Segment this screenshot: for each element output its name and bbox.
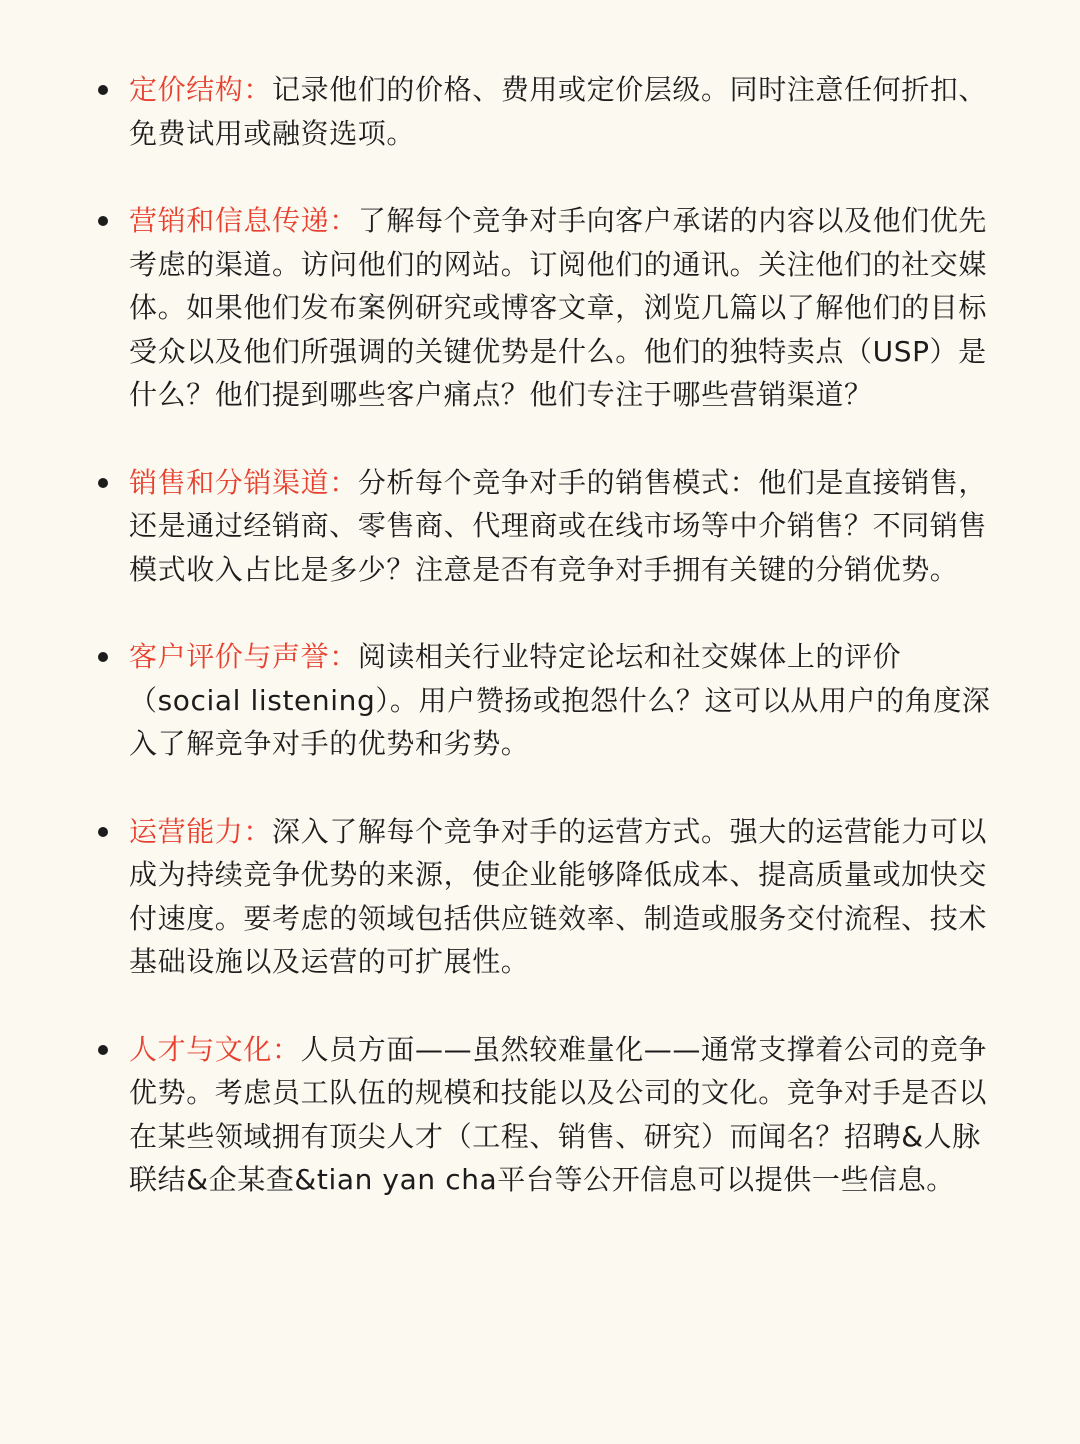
list-item-reviews (96, 635, 1000, 766)
bullet-dot-icon (98, 216, 108, 226)
item-text: 人员方面——虽然较难量化——通常支撑着公司的竞争优势。考虑员工队伍的规模和技能以及公司的文化。竞争对手是否以在某些领域拥有顶尖人才（工程、销售、研究）而闻名？招聘&人脉联结&企某查&tian yan cha平台等公开信息可以提供一些信息。 (129, 1032, 988, 1196)
list-item-talent (96, 1028, 1000, 1202)
item-text: 阅读相关行业特定论坛和社交媒体上的评价（social listening）。用户赞扬或抱怨什么？这可以从用户的角度深入了解竞争对手的优势和劣势。 (129, 640, 991, 760)
item-term: 运营能力： (129, 814, 273, 848)
item-term: 销售和分销渠道： (129, 465, 358, 499)
item-text: 分析每个竞争对手的销售模式：他们是直接销售，还是通过经销商、零售商、代理商或在线市场等中介销售？不同销售模式收入占比是多少？注意是否有竞争对手拥有关键的分销优势。 (129, 465, 988, 586)
item-text: 记录他们的价格、费用或定价层级。同时注意任何折扣、免费试用或融资选项。 (129, 73, 988, 150)
bullet-dot-icon (98, 478, 108, 488)
bullet-dot-icon (98, 827, 108, 837)
list-item-pricing (96, 68, 1000, 155)
list-item-operations (96, 810, 1000, 984)
item-term: 人才与文化： (129, 1032, 301, 1066)
bullet-list (96, 68, 1000, 1202)
bullet-dot-icon (98, 85, 108, 95)
item-text: 了解每个竞争对手向客户承诺的内容以及他们优先考虑的渠道。访问他们的网站。订阅他们的通讯。关注他们的社交媒体。如果他们发布案例研究或博客文章，浏览几篇以了解他们的目标受众以及他们所强调的关键优势是什么。他们的独特卖点（USP）是什么？他们提到哪些客户痛点？他们专注于哪些营销渠道？ (129, 204, 988, 411)
list-item-sales-channels (96, 461, 1000, 592)
item-term: 营销和信息传递： (129, 204, 358, 237)
bullet-dot-icon (98, 652, 108, 662)
item-term: 定价结构： (129, 73, 273, 106)
item-term: 客户评价与声誉： (129, 640, 358, 673)
item-text: 深入了解每个竞争对手的运营方式。强大的运营能力可以成为持续竞争优势的来源，使企业能够降低成本、提高质量或加快交付速度。要考虑的领域包括供应链效率、制造或服务交付流程、技术基础设施以及运营的可扩展性。 (129, 814, 988, 978)
list-item-marketing (96, 199, 1000, 417)
bullet-dot-icon (98, 1045, 108, 1055)
